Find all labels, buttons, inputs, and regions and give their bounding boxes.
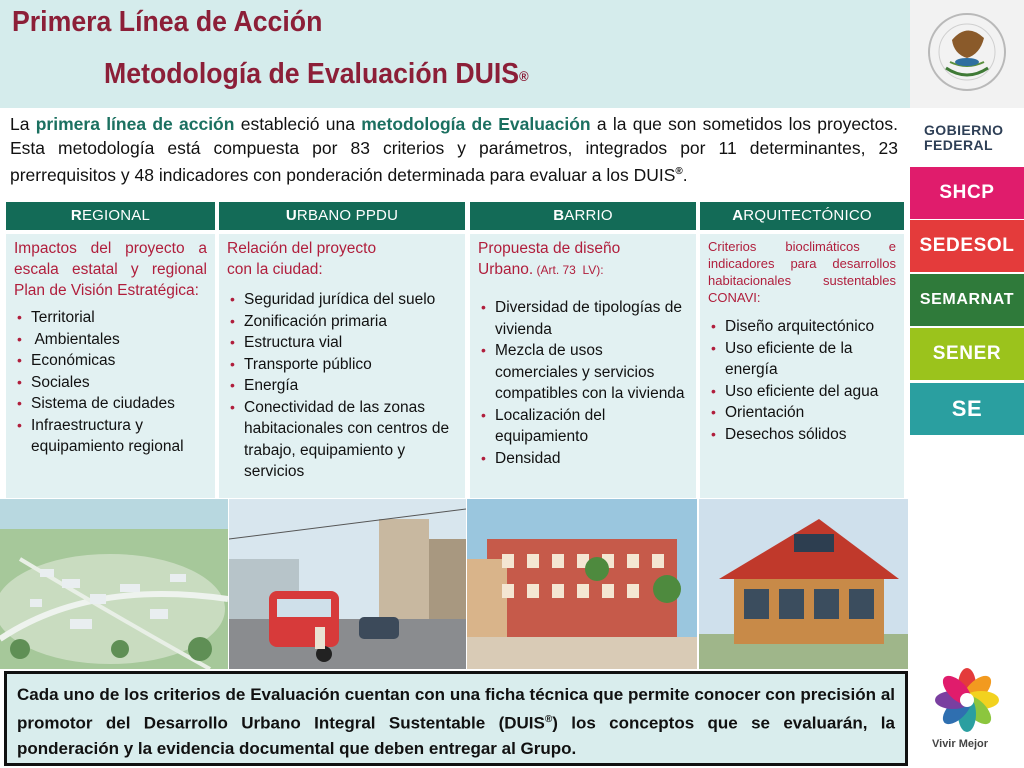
footer-note: Cada uno de los criterios de Evaluación cuentan con una ficha técnica que permite conocer con precisión al promotor del Desarrollo Urbano Integral Sustentable (DUIS®) los conceptos que se evaluarán, la ponderación y la evidencia documental que deben entregar al Grupo. [4,671,908,766]
list-item: • Desechos sólidos [708,424,896,446]
regional-aerial-image [0,499,228,669]
list-item: • Uso eficiente del agua [708,381,896,403]
criteria-list-regional [14,307,207,458]
column-intro-regional: Impactos del proyecto a escala estatal y regional Plan de Visión Estratégica: [14,240,207,299]
agency-tile-sedesol: SEDESOL [910,220,1024,272]
photo-strip [0,499,908,669]
list-item: • Diseño arquitectónico [708,316,896,338]
column-header-barrio: BARRIO [470,202,696,230]
registered-mark: ® [519,68,529,84]
column-regional [6,202,215,498]
column-header-urbano: URBANO PPDU [219,202,465,230]
criteria-list-barrio [478,297,688,469]
list-item: • Seguridad jurídica del suelo [227,289,457,311]
list-item: • Ambientales [14,329,207,351]
determinant-columns [6,202,904,498]
column-urbano [219,202,465,498]
coat-of-arms-area [910,0,1024,108]
list-item: • Conectividad de las zonas habitacionales con centros de trabajo, equipamiento y servicios [227,397,457,483]
list-item: • Sociales [14,372,207,394]
column-barrio [470,202,696,498]
list-item: • Sistema de ciudades [14,393,207,415]
agency-tile-sener: SENER [910,328,1024,380]
page-title: Primera Línea de Acción [12,6,323,38]
column-intro-arquitectonico: Criterios bioclimáticos e indicadores para desarrollos habitacionales sustentables CONAVI: [708,239,896,305]
intro-paragraph: La primera línea de acción estableció una metodología de Evaluación a la que son sometidos los proyectos. Esta metodología está compuesta por 83 criterios y parámetros, integrados por 11 determinantes, 23 prerrequisitos y 48 indicadores con ponderación determinada para evaluar a los DUIS®. [10,114,899,185]
list-item: • Transporte público [227,354,457,376]
urban-tram-image [229,499,466,669]
agency-tile-shcp: SHCP [910,167,1024,219]
column-arquitectonico [700,202,904,498]
list-item: • Orientación [708,402,896,424]
list-item: • Territorial [14,307,207,329]
vivir-mejor-flower-icon [932,668,1002,732]
sustainable-house-image [699,499,908,669]
column-body-barrio [470,234,696,498]
list-item: • Zonificación primaria [227,311,457,333]
list-item: • Uso eficiente de la energía [708,338,896,381]
page-subtitle: Metodología de Evaluación DUIS® [104,58,529,90]
column-header-arquitectonico: ARQUITECTÓNICO [700,202,904,230]
mexican-coat-of-arms-icon [910,0,1024,108]
list-item: • Densidad [478,448,688,470]
column-intro-barrio: Propuesta de diseño Urbano. (Art. 73 LV): [478,240,621,278]
vivir-mejor-label: Vivir Mejor [932,738,989,750]
list-item: • Energía [227,375,457,397]
list-item: • Localización del equipamiento [478,405,688,448]
criteria-list-urbano [227,289,457,483]
column-body-arquitectonico [700,234,904,498]
intro-emphasis-1: primera línea de acción [35,114,235,134]
list-item: • Infraestructura y equipamiento regional [14,415,207,458]
intro-emphasis-2: metodología de Evaluación [361,114,591,134]
gobierno-federal-label: GOBIERNO FEDERAL [924,122,1004,153]
list-item: • Estructura vial [227,332,457,354]
column-intro-urbano: Relación del proyecto con la ciudad: [227,240,377,278]
agency-tile-semarnat: SEMARNAT [910,274,1024,326]
government-sidebar [910,0,1024,768]
title-band [0,0,910,108]
list-item: • Económicas [14,350,207,372]
column-header-regional: REGIONAL [6,202,215,230]
criteria-list-arquitectonico [708,316,896,445]
list-item: • Mezcla de usos comerciales y servicios compatibles con la vivienda [478,340,688,405]
agency-tile-se: SE [910,383,1024,435]
column-body-urbano [219,234,465,498]
neighborhood-illustration [467,499,697,669]
list-item: • Diversidad de tipologías de vivienda [478,297,688,340]
column-body-regional [6,234,215,498]
